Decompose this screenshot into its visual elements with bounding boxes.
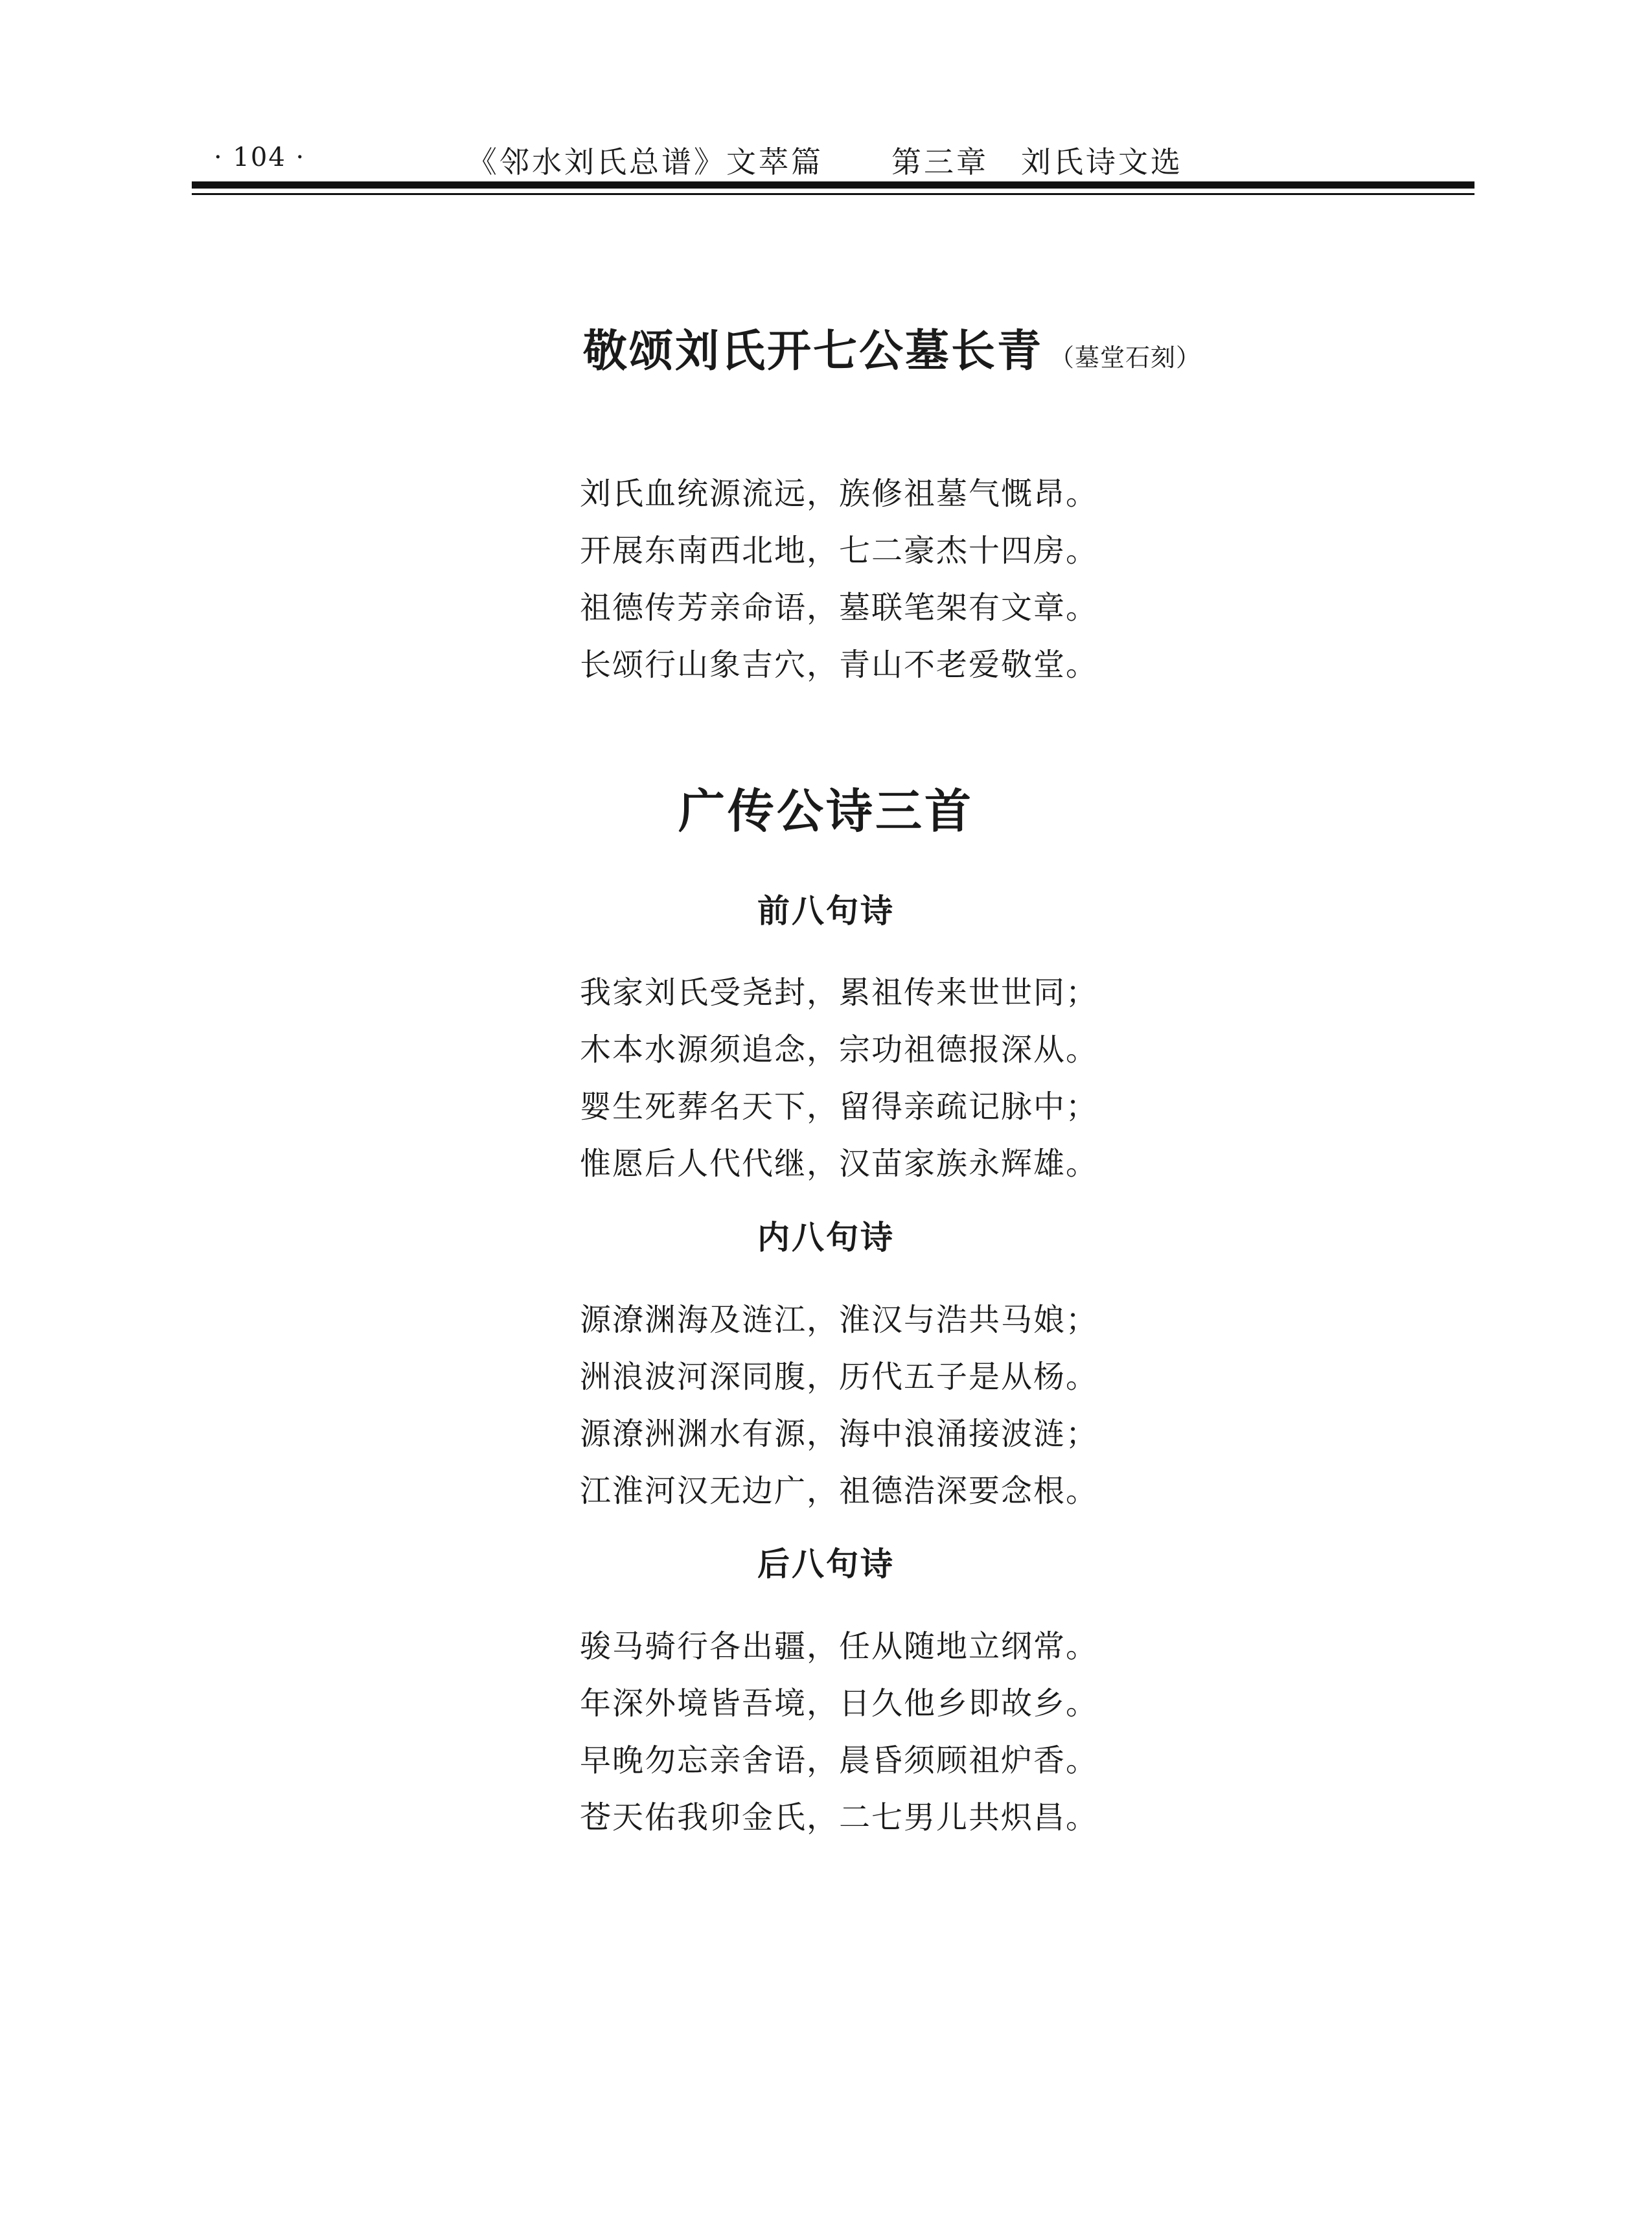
subpoem-verse-block bbox=[580, 964, 1098, 1192]
poem-line: 长颂行山象吉穴，青山不老爱敬堂。 bbox=[580, 647, 1099, 683]
header-rule-thick bbox=[192, 181, 1474, 189]
poem-line: 江淮河汉无边广，祖德浩深要念根。 bbox=[580, 1473, 1099, 1509]
page-number: · 104 · bbox=[214, 143, 306, 172]
header-book-title: 《邻水刘氏总谱》文萃篇 bbox=[467, 144, 823, 179]
poem-title-text: 敬颂刘氏开七公墓长青 bbox=[583, 326, 1044, 377]
section-title: 广传公诗三首 bbox=[678, 784, 974, 838]
poem-line: 源潦渊海及涟江，淮汉与浩共马娘； bbox=[580, 1302, 1099, 1338]
running-header bbox=[192, 130, 1474, 181]
poem-verse-block bbox=[580, 465, 1098, 693]
subpoem-verse-block bbox=[580, 1618, 1098, 1846]
poem-line: 我家刘氏受尧封，累祖传来世世同； bbox=[580, 975, 1099, 1011]
poem-line: 骏马骑行各出疆，任从随地立纲常。 bbox=[580, 1628, 1099, 1665]
poem-line: 苍天佑我卯金氏，二七男儿共炽昌。 bbox=[580, 1799, 1099, 1836]
poem-line: 年深外境皆吾境，日久他乡即故乡。 bbox=[580, 1685, 1099, 1722]
poem-line: 早晚勿忘亲舍语，晨昏须顾祖炉香。 bbox=[580, 1742, 1099, 1779]
header-rule-thin bbox=[192, 193, 1474, 195]
poem-title-main bbox=[583, 316, 1201, 379]
poem-title-note: （墓堂石刻） bbox=[1050, 343, 1202, 372]
poem-line: 木本水源须追念，宗功祖德报深从。 bbox=[580, 1032, 1099, 1068]
subpoem-title: 后八句诗 bbox=[757, 1545, 895, 1583]
header-chapter-title: 第三章 刘氏诗文选 bbox=[891, 144, 1183, 179]
poem-line: 开展东南西北地，七二豪杰十四房。 bbox=[580, 533, 1099, 569]
poem-line: 婴生死葬名天下，留得亲疏记脉中； bbox=[580, 1089, 1099, 1125]
subpoem-verse-block bbox=[580, 1291, 1098, 1519]
poem-line: 源潦洲渊水有源，海中浪涌接波涟； bbox=[580, 1416, 1099, 1452]
poem-line: 祖德传芳亲命语，墓联笔架有文章。 bbox=[580, 590, 1099, 626]
subpoem-title: 前八句诗 bbox=[757, 892, 895, 930]
poem-line: 惟愿后人代代继，汉苗家族永辉雄。 bbox=[580, 1146, 1099, 1182]
subpoem-title: 内八句诗 bbox=[757, 1219, 895, 1256]
poem-line: 刘氏血统源流远，族修祖墓气慨昂。 bbox=[580, 476, 1099, 512]
poem-line: 洲浪波河深同腹，历代五子是从杨。 bbox=[580, 1359, 1099, 1395]
